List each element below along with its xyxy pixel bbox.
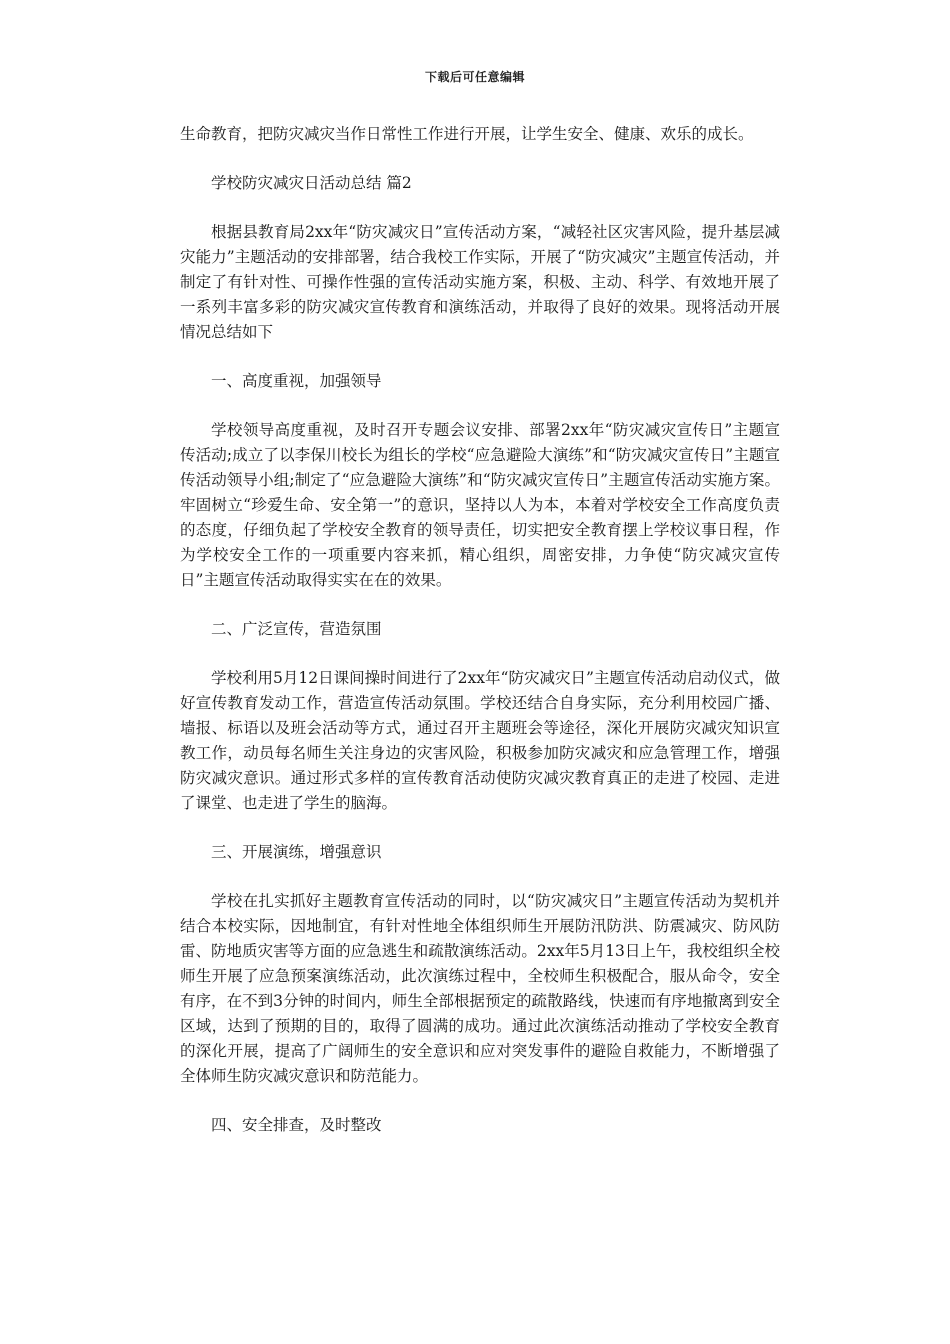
section-body-2: 学校利用5月12日课间操时间进行了2xx年“防灾减灾日”主题宣传活动启动仪式，做好宣传教育发动工作，营造宣传活动氛围。学校还结合自身实际，充分利用校园广播、墙报、标语以及班会活动等方式，通过召开主题班会等途径，深化开展防灾减灾知识宣教工作，动员每名师生关注身边的灾害风险，积极参加防灾减灾和应急管理工作，增强防灾减灾意识。通过形式多样的宣传教育活动使防灾减灾教育真正的走进了校园、走进了课堂、也走进了学生的脑海。: [180, 669, 780, 812]
section-heading-2: 二、广泛宣传，营造氛围: [211, 620, 382, 638]
page-header-note: 下载后可任意编辑: [424, 70, 525, 84]
opening-paragraph: 根据县教育局2xx年“防灾减灾日”宣传活动方案，“减轻社区灾害风险，提升基层减灾能力”主题活动的安排部署，结合我校工作实际，开展了“防灾减灾”主题宣传活动，并制定了有针对性、可操作性强的宣传活动实施方案，积极、主动、科学、有效地开展了一系列丰富多彩的防灾减灾宣传教育和演练活动，并取得了良好的效果。现将活动开展情况总结如下: [180, 223, 780, 341]
section-body-3: 学校在扎实抓好主题教育宣传活动的同时，以“防灾减灾日”主题宣传活动为契机并结合本校实际，因地制宜，有针对性地全体组织师生开展防汛防洪、防震减灾、防风防雷、防地质灾害等方面的应急逃生和疏散演练活动。2xx年5月13日上午，我校组织全校师生开展了应急预案演练活动，此次演练过程中，全校师生积极配合，服从命令，安全有序，在不到3分钟的时间内，师生全部根据预定的疏散路线，快速而有序地撤离到安全区域，达到了预期的目的，取得了圆满的成功。通过此次演练活动推动了学校安全教育的深化开展，提高了广阔师生的安全意识和应对突发事件的避险自救能力，不断增强了全体师生防灾减灾意识和防范能力。: [180, 892, 780, 1085]
document-body: [180, 122, 780, 1162]
intro-paragraph: 生命教育，把防灾减灾当作日常性工作进行开展，让学生安全、健康、欢乐的成长。: [180, 125, 754, 143]
section-body-1: 学校领导高度重视，及时召开专题会议安排、部署2xx年“防灾减灾宣传日”主题宣传活动;成立了以李保川校长为组长的学校“应急避险大演练”和“防灾减灾宣传日”主题宣传活动领导小组;制定了“应急避险大演练”和“防灾减灾宣传日”主题宣传活动实施方案。牢固树立“珍爱生命、安全第一”的意识，坚持以人为本，本着对学校安全工作高度负责的态度，仔细负起了学校安全教育的领导责任，切实把安全教育摆上学校议事日程，作为学校安全工作的一项重要内容来抓，精心组织，周密安排，力争使“防灾减灾宣传日”主题宣传活动取得实实在在的效果。: [180, 421, 780, 589]
section-heading-1: 一、高度重视，加强领导: [211, 372, 382, 390]
article-title: 学校防灾减灾日活动总结 篇2: [211, 174, 412, 192]
section-heading-3: 三、开展演练，增强意识: [211, 843, 382, 861]
section-heading-4: 四、安全排查，及时整改: [211, 1116, 382, 1134]
